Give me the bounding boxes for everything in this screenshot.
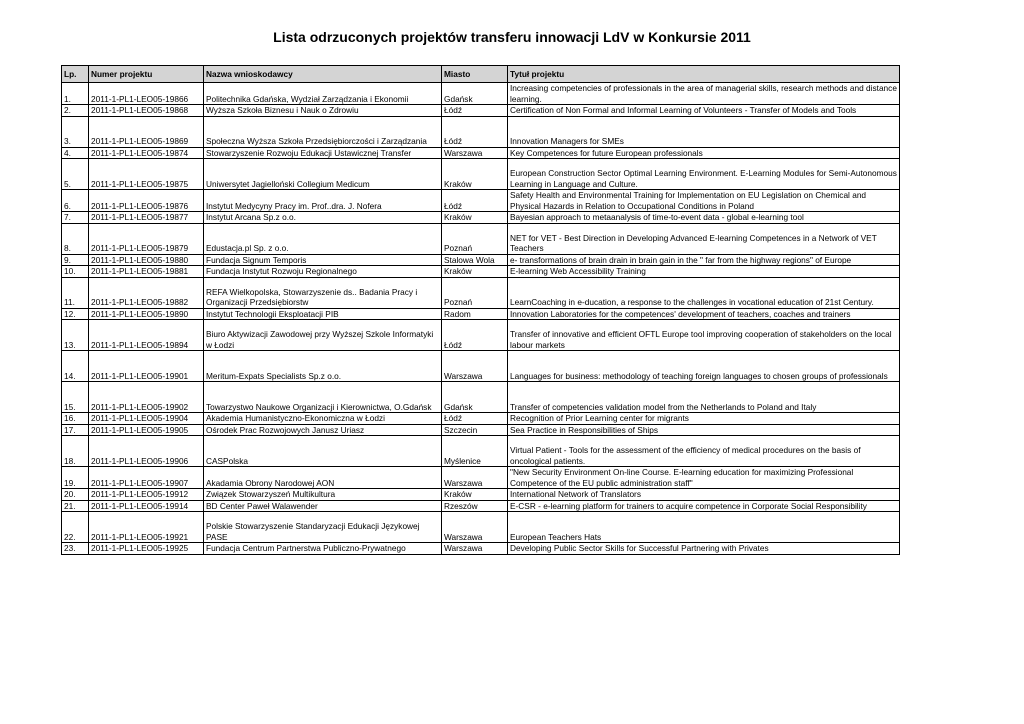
table-row bbox=[62, 83, 900, 105]
row-lp: 1. bbox=[62, 83, 89, 105]
row-numer-projektu: 2011-1-PL1-LEO05-19914 bbox=[89, 500, 204, 512]
row-numer-projektu: 2011-1-PL1-LEO05-19875 bbox=[89, 159, 204, 190]
row-tytul-projektu: European Teachers Hats bbox=[508, 512, 900, 543]
table-row bbox=[62, 254, 900, 266]
row-numer-projektu: 2011-1-PL1-LEO05-19906 bbox=[89, 436, 204, 467]
row-tytul-projektu: Innovation Laboratories for the competences' development of teachers, coaches and trainers bbox=[508, 308, 900, 320]
row-numer-projektu: 2011-1-PL1-LEO05-19901 bbox=[89, 351, 204, 382]
row-tytul-projektu: European Construction Sector Optimal Learning Environment. E-Learning Modules for Semi-Autonomous Learning in Language and Culture. bbox=[508, 159, 900, 190]
header-numer-projektu: Numer projektu bbox=[89, 66, 204, 83]
header-miasto: Miasto bbox=[442, 66, 508, 83]
row-numer-projektu: 2011-1-PL1-LEO05-19890 bbox=[89, 308, 204, 320]
table-row bbox=[62, 543, 900, 555]
row-numer-projektu: 2011-1-PL1-LEO05-19905 bbox=[89, 424, 204, 436]
row-miasto: Stalowa Wola bbox=[442, 254, 508, 266]
row-nazwa-wnioskodawcy: Instytut Technologii Eksploatacji PIB bbox=[204, 308, 442, 320]
row-numer-projektu: 2011-1-PL1-LEO05-19880 bbox=[89, 254, 204, 266]
row-miasto: Łódź bbox=[442, 413, 508, 425]
row-numer-projektu: 2011-1-PL1-LEO05-19877 bbox=[89, 212, 204, 224]
row-nazwa-wnioskodawcy: Politechnika Gdańska, Wydział Zarządzania i Ekonomii bbox=[204, 83, 442, 105]
row-miasto: Szczecin bbox=[442, 424, 508, 436]
row-lp: 18. bbox=[62, 436, 89, 467]
row-miasto: Warszawa bbox=[442, 512, 508, 543]
table-row bbox=[62, 147, 900, 159]
row-lp: 7. bbox=[62, 212, 89, 224]
table-row bbox=[62, 512, 900, 543]
row-numer-projektu: 2011-1-PL1-LEO05-19866 bbox=[89, 83, 204, 105]
row-nazwa-wnioskodawcy: Uniwersytet Jagielloński Collegium Medicum bbox=[204, 159, 442, 190]
row-nazwa-wnioskodawcy: Instytut Medycyny Pracy im. Prof..dra. J. Nofera bbox=[204, 190, 442, 212]
table-row bbox=[62, 212, 900, 224]
header-tytul-projektu: Tytuł projektu bbox=[508, 66, 900, 83]
row-miasto: Łódź bbox=[442, 116, 508, 147]
row-lp: 10. bbox=[62, 266, 89, 278]
row-lp: 11. bbox=[62, 277, 89, 308]
table-row bbox=[62, 382, 900, 413]
row-nazwa-wnioskodawcy: Meritum-Expats Specialists Sp.z o.o. bbox=[204, 351, 442, 382]
table-row bbox=[62, 116, 900, 147]
row-numer-projektu: 2011-1-PL1-LEO05-19874 bbox=[89, 147, 204, 159]
row-tytul-projektu: Sea Practice in Responsibilities of Ships bbox=[508, 424, 900, 436]
row-numer-projektu: 2011-1-PL1-LEO05-19882 bbox=[89, 277, 204, 308]
row-nazwa-wnioskodawcy: Biuro Aktywizacji Zawodowej przy Wyższej Szkole Informatyki w Łodzi bbox=[204, 320, 442, 351]
row-lp: 4. bbox=[62, 147, 89, 159]
row-miasto: Warszawa bbox=[442, 147, 508, 159]
row-lp: 2. bbox=[62, 105, 89, 117]
row-tytul-projektu: Developing Public Sector Skills for Successful Partnering with Privates bbox=[508, 543, 900, 555]
row-nazwa-wnioskodawcy: Wyższa Szkoła Biznesu i Nauk o Zdrowiu bbox=[204, 105, 442, 117]
row-tytul-projektu: Transfer of competencies validation model from the Netherlands to Poland and Italy bbox=[508, 382, 900, 413]
table-row bbox=[62, 159, 900, 190]
row-miasto: Kraków bbox=[442, 212, 508, 224]
row-lp: 12. bbox=[62, 308, 89, 320]
row-lp: 13. bbox=[62, 320, 89, 351]
row-tytul-projektu: International Network of Translators bbox=[508, 489, 900, 501]
row-miasto: Poznań bbox=[442, 277, 508, 308]
table-row bbox=[62, 351, 900, 382]
projects-table bbox=[61, 65, 900, 555]
row-miasto: Poznań bbox=[442, 223, 508, 254]
row-tytul-projektu: Innovation Managers for SMEs bbox=[508, 116, 900, 147]
row-numer-projektu: 2011-1-PL1-LEO05-19869 bbox=[89, 116, 204, 147]
row-miasto: Warszawa bbox=[442, 351, 508, 382]
row-tytul-projektu: E-learning Web Accessibility Training bbox=[508, 266, 900, 278]
row-miasto: Warszawa bbox=[442, 467, 508, 489]
row-miasto: Warszawa bbox=[442, 543, 508, 555]
table-row bbox=[62, 223, 900, 254]
row-nazwa-wnioskodawcy: CASPolska bbox=[204, 436, 442, 467]
row-lp: 17. bbox=[62, 424, 89, 436]
row-numer-projektu: 2011-1-PL1-LEO05-19904 bbox=[89, 413, 204, 425]
row-nazwa-wnioskodawcy: Fundacja Instytut Rozwoju Regionalnego bbox=[204, 266, 442, 278]
row-lp: 8. bbox=[62, 223, 89, 254]
row-numer-projektu: 2011-1-PL1-LEO05-19912 bbox=[89, 489, 204, 501]
table-row bbox=[62, 413, 900, 425]
row-lp: 14. bbox=[62, 351, 89, 382]
row-lp: 23. bbox=[62, 543, 89, 555]
row-numer-projektu: 2011-1-PL1-LEO05-19879 bbox=[89, 223, 204, 254]
row-tytul-projektu: NET for VET - Best Direction in Developing Advanced E-learning Competences in a Network of VET Teachers bbox=[508, 223, 900, 254]
header-lp: Lp. bbox=[62, 66, 89, 83]
row-miasto: Rzeszów bbox=[442, 500, 508, 512]
row-nazwa-wnioskodawcy: Akademia Humanistyczno-Ekonomiczna w Łodzi bbox=[204, 413, 442, 425]
row-tytul-projektu: Safety Health and Environmental Training for Implementation on EU Legislation on Chemical and Physical Hazards in Relation to Occupational Conditions in Poland bbox=[508, 190, 900, 212]
table-row bbox=[62, 320, 900, 351]
row-numer-projektu: 2011-1-PL1-LEO05-19925 bbox=[89, 543, 204, 555]
row-nazwa-wnioskodawcy: Edustacja.pl Sp. z o.o. bbox=[204, 223, 442, 254]
row-lp: 21. bbox=[62, 500, 89, 512]
row-nazwa-wnioskodawcy: REFA Wielkopolska, Stowarzyszenie ds.. Badania Pracy i Organizacji Przedsiębiorstw bbox=[204, 277, 442, 308]
document-title: Lista odrzuconych projektów transferu innowacji LdV w Konkursie 2011 bbox=[273, 29, 751, 45]
row-miasto: Łódź bbox=[442, 320, 508, 351]
row-miasto: Łódź bbox=[442, 105, 508, 117]
row-miasto: Kraków bbox=[442, 266, 508, 278]
row-nazwa-wnioskodawcy: Związek Stowarzyszeń Multikultura bbox=[204, 489, 442, 501]
row-numer-projektu: 2011-1-PL1-LEO05-19907 bbox=[89, 467, 204, 489]
row-nazwa-wnioskodawcy: Akadamia Obrony Narodowej AON bbox=[204, 467, 442, 489]
table-row bbox=[62, 105, 900, 117]
row-tytul-projektu: Recognition of Prior Learning center for migrants bbox=[508, 413, 900, 425]
row-miasto: Łódź bbox=[442, 190, 508, 212]
row-lp: 22. bbox=[62, 512, 89, 543]
table-header-row bbox=[62, 66, 900, 83]
row-miasto: Kraków bbox=[442, 489, 508, 501]
row-tytul-projektu: Virtual Patient - Tools for the assessment of the efficiency of medical procedures on the basis of oncological patients. bbox=[508, 436, 900, 467]
row-tytul-projektu: Key Competences for future European professionals bbox=[508, 147, 900, 159]
row-nazwa-wnioskodawcy: Stowarzyszenie Rozwoju Edukacji Ustawicznej Transfer bbox=[204, 147, 442, 159]
table-row bbox=[62, 436, 900, 467]
row-nazwa-wnioskodawcy: Polskie Stowarzyszenie Standaryzacji Edukacji Językowej PASE bbox=[204, 512, 442, 543]
row-lp: 19. bbox=[62, 467, 89, 489]
row-tytul-projektu: Increasing competencies of professionals in the area of managerial skills, research methods and distance learning. bbox=[508, 83, 900, 105]
row-lp: 9. bbox=[62, 254, 89, 266]
row-numer-projektu: 2011-1-PL1-LEO05-19868 bbox=[89, 105, 204, 117]
row-lp: 5. bbox=[62, 159, 89, 190]
table-row bbox=[62, 308, 900, 320]
row-nazwa-wnioskodawcy: Instytut Arcana Sp.z o.o. bbox=[204, 212, 442, 224]
header-nazwa-wnioskodawcy: Nazwa wnioskodawcy bbox=[204, 66, 442, 83]
row-numer-projektu: 2011-1-PL1-LEO05-19894 bbox=[89, 320, 204, 351]
table-row bbox=[62, 266, 900, 278]
row-nazwa-wnioskodawcy: Społeczna Wyższa Szkoła Przedsiębiorczości i Zarządzania bbox=[204, 116, 442, 147]
row-tytul-projektu: e- transformations of brain drain in brain gain in the " far from the highway regions" of Europe bbox=[508, 254, 900, 266]
table-row bbox=[62, 190, 900, 212]
row-tytul-projektu: Bayesian approach to metaanalysis of time-to-event data - global e-learning tool bbox=[508, 212, 900, 224]
row-numer-projektu: 2011-1-PL1-LEO05-19902 bbox=[89, 382, 204, 413]
row-nazwa-wnioskodawcy: Ośrodek Prac Rozwojowych Janusz Uriasz bbox=[204, 424, 442, 436]
row-lp: 6. bbox=[62, 190, 89, 212]
row-numer-projektu: 2011-1-PL1-LEO05-19881 bbox=[89, 266, 204, 278]
table-row bbox=[62, 489, 900, 501]
row-lp: 16. bbox=[62, 413, 89, 425]
table-row bbox=[62, 424, 900, 436]
row-miasto: Radom bbox=[442, 308, 508, 320]
row-tytul-projektu: Certification of Non Formal and Informal Learning of Volunteers - Transfer of Models and Tools bbox=[508, 105, 900, 117]
row-tytul-projektu: Transfer of innovative and efficient OFTL Europe tool improving cooperation of stakeholders on the local labour markets bbox=[508, 320, 900, 351]
row-nazwa-wnioskodawcy: Fundacja Signum Temporis bbox=[204, 254, 442, 266]
row-nazwa-wnioskodawcy: Fundacja Centrum Partnerstwa Publiczno-Prywatnego bbox=[204, 543, 442, 555]
row-miasto: Myślenice bbox=[442, 436, 508, 467]
row-miasto: Gdańsk bbox=[442, 83, 508, 105]
table-row bbox=[62, 467, 900, 489]
row-nazwa-wnioskodawcy: BD Center Paweł Walawender bbox=[204, 500, 442, 512]
table-row bbox=[62, 500, 900, 512]
row-nazwa-wnioskodawcy: Towarzystwo Naukowe Organizacji i Kierownictwa, O.Gdańsk bbox=[204, 382, 442, 413]
row-tytul-projektu: E-CSR - e-learning platform for trainers to acquire competence in Corporate Social Responsibility bbox=[508, 500, 900, 512]
row-miasto: Gdańsk bbox=[442, 382, 508, 413]
row-miasto: Kraków bbox=[442, 159, 508, 190]
row-numer-projektu: 2011-1-PL1-LEO05-19921 bbox=[89, 512, 204, 543]
row-lp: 15. bbox=[62, 382, 89, 413]
row-lp: 20. bbox=[62, 489, 89, 501]
row-numer-projektu: 2011-1-PL1-LEO05-19876 bbox=[89, 190, 204, 212]
row-tytul-projektu: Languages for business: methodology of teaching foreign languages to chosen groups of professionals bbox=[508, 351, 900, 382]
table-row bbox=[62, 277, 900, 308]
row-tytul-projektu: LearnCoaching in e-ducation, a response to the challenges in vocational education of 21st Century. bbox=[508, 277, 900, 308]
row-tytul-projektu: "New Security Environment On-line Course. E-learning education for maximizing Professional Competence of the EU public administration staff" bbox=[508, 467, 900, 489]
row-lp: 3. bbox=[62, 116, 89, 147]
